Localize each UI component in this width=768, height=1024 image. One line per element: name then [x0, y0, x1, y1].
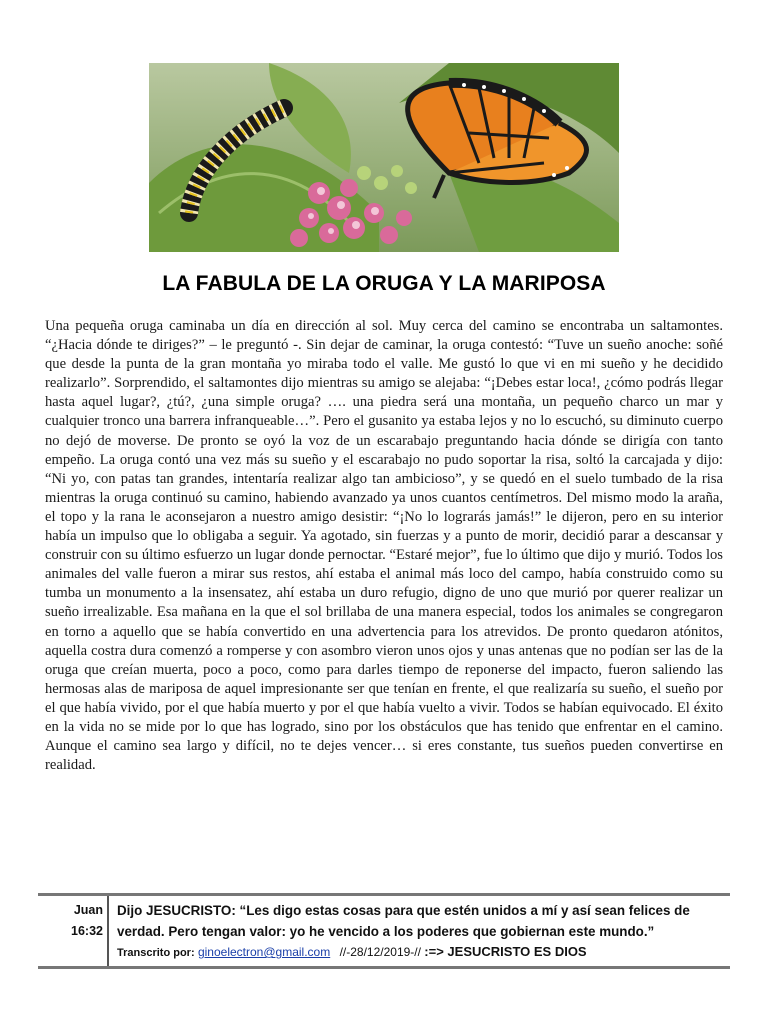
- story-text: Una pequeña oruga caminaba un día en dirección al sol. Muy cerca del camino se encontraba un saltamontes. “¿Hacia dónde te diriges?” – le preguntó -. Sin dejar de caminar, la oruga contestó: “Tuve un sueño anoche: soñé que desde la punta de la gran montaña yo miraba todo el valle. Me gustó lo que vi en mi sueño y he decidido realizarlo”. Sorprendido, el saltamontes dijo mientras su amigo se alejaba: “¡Debes estar loca!, ¿cómo podrás llegar hasta aquel lugar?, ¿tú?, ¿una simple oruga? …. una piedra será una montaña, un pequeño charco un mar y cualquier tronco una barrera infranqueable…”. Pero el gusanito ya estaba lejos y no lo escuchó, su diminuto cuerpo no dejó de moverse. De pronto se oyó la voz de un escarabajo preguntando hacia dónde se dirigía con tanto empeño. La oruga contó una vez más su sueño y el escarabajo no pudo soportar la risa, soltó la carcajada y dijo: “Ni yo, con patas tan grandes, intentaría realizar algo tan ambicioso”, y se quedó en el suelo tumbado de la risa mientras la oruga continuó su camino, habiendo avanzado ya unos cuantos centímetros. Del mismo modo la araña, el topo y la rana le aconsejaron a nuestro amigo desistir: “¡No lo lograrás jamás!” le dijeron, pero en su interior había un impulso que lo obligaba a seguir. Ya agotado, sin fuerzas y a punto de morir, decidió parar a descansar y construir con su último esfuerzo un lugar donde pernoctar. “Estaré mejor”, fue lo último que dijo y murió. Todos los animales del valle fueron a mirar sus restos, ahí estaba el animal más loco del campo, había construido como su tumba un monumento a la insensatez, ahí estaba un duro refugio, digno de uno que murió por querer realizar un sueño irrealizable. Esa mañana en la que el sol brillaba de una manera especial, todos los animales se congregaron en torno a aquello que se había convertido en una advertencia para los atrevidos. De pronto quedaron atónitos, aquella costra dura comenzó a romperse y con asombro vieron unos ojos y unas antenas que no podían ser las de la oruga que creían muerta, poco a poco, como para darles tiempo de reponerse del impacto, fueron saliendo las hermosas alas de mariposa de aquel impresionante ser que tenían en frente, el que realizaría su sueño, el sueño por el que había vivido, por el que había muerto y por el que había vuelto a vivir. Todos se habían equivocado. El éxito en la vida no se mide por lo que has logrado, sino por los obstáculos que has tenido que enfrentar en el camino. Aunque el camino sea largo y difícil, no te dejes vencer… si eres constante, tus sueños pueden convertirse en realidad.: [45, 318, 723, 774]
- verse-quote: Dijo JESUCRISTO: “Les digo estas cosas para que estén unidos a mí y así sean felices de verdad. Pero tengan valor: yo he vencido a los poderes que gobiernan este mundo.”: [117, 903, 690, 939]
- page-title: LA FABULA DE LA ORUGA Y LA MARIPOSA: [162, 272, 606, 295]
- email-link[interactable]: ginoelectron@gmail.com: [197, 945, 331, 959]
- credit-label: Transcrito por:: [117, 947, 195, 959]
- transcription-date: //-28/12/2019-//: [339, 945, 421, 959]
- credits-line: [117, 943, 727, 962]
- hero-image: [149, 63, 619, 252]
- verse-reference: [38, 896, 109, 966]
- tagline: :=> JESUCRISTO ES DIOS: [424, 944, 587, 959]
- verse-number: 16:32: [71, 924, 103, 938]
- butterfly-caterpillar-illustration: [149, 63, 619, 252]
- footer-verse-box: [38, 893, 730, 969]
- verse-book: Juan: [73, 903, 103, 917]
